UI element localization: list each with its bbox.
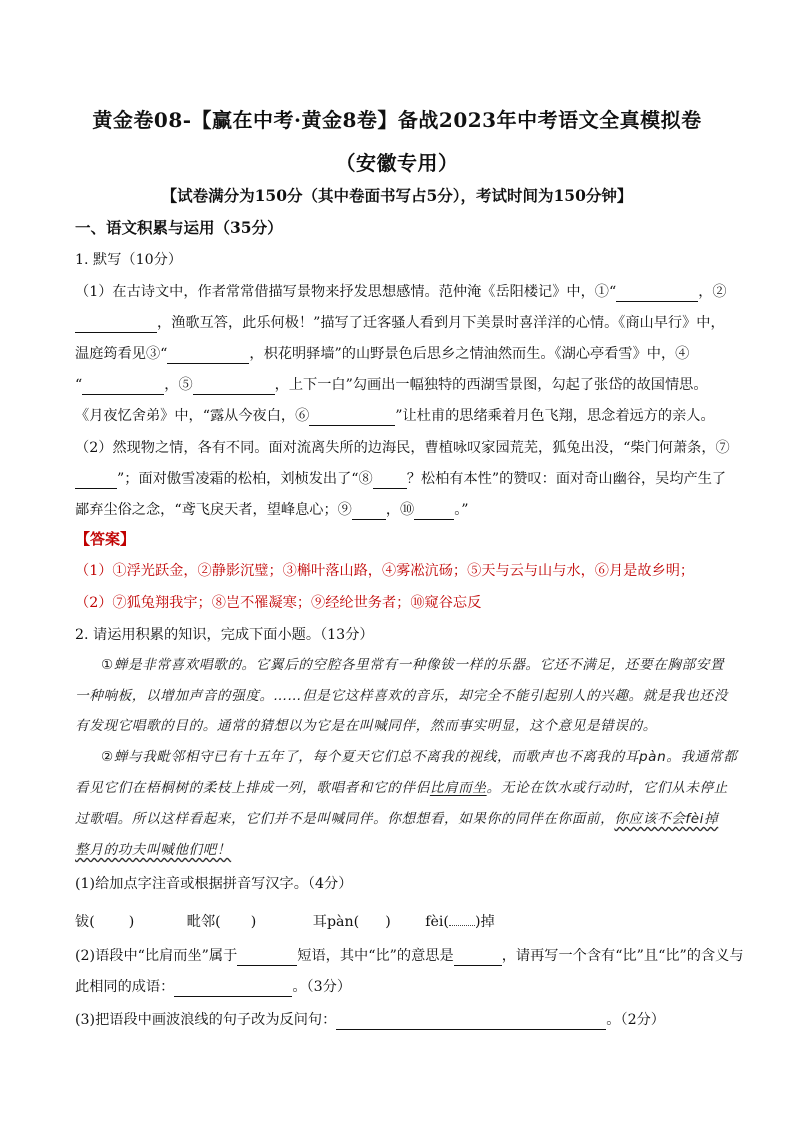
- q1-line-8: [75, 500, 735, 520]
- passage-text: 看见它们在梧桐树的柔枝上排成一列，歌唱者和它的伴侣: [75, 780, 430, 796]
- q1-line-2: [75, 313, 735, 333]
- passage-line: ②蝉与我毗邻相守已有十五年了，每个夏天它们总不离我的视线，而歌声也不离我的耳pàn。我通常都: [101, 749, 738, 765]
- passage-line: 一种响板，以增加声音的强度。……但是它这样喜欢的音乐，却完全不能引起别人的兴趣。就是我也还没: [75, 688, 728, 704]
- underlined-phrase: 比肩而坐: [429, 780, 487, 796]
- q1-line-5: [75, 406, 735, 426]
- q1-text: ，⑩: [385, 502, 415, 518]
- answer-line-1: （1）①浮光跃金，②静影沉璧；③槲叶落山路，④雾凇沆砀；⑤天与云与山与水，⑥月是故乡明；: [75, 563, 695, 579]
- wavy-underlined-sentence: 整月的功夫叫喊他们吧！: [75, 842, 232, 858]
- section-heading: 一、语文积累与运用（35分）: [75, 218, 283, 237]
- q2-sub1-label: (1)给加点字注音或根据拼音写汉字。（4分）: [75, 876, 353, 892]
- q2-sub2-text: (2)语段中“比肩而坐”属于: [75, 948, 238, 964]
- paper-title: 黄金卷08-【赢在中考·黄金8卷】备战2023年中考语文全真模拟卷: [92, 108, 702, 132]
- q1-text: ，渔歌互答，此乐何极！”描写了迁客骚人看到月下美景时喜洋洋的心情。《商山早行》中，: [157, 315, 725, 331]
- q1-text: 温庭筠看见③“: [75, 346, 168, 362]
- q2-sub3-text: 。（2分）: [606, 1012, 665, 1028]
- q1-line-7: [75, 469, 735, 489]
- pinyin-item: 耳pàn(: [312, 914, 360, 930]
- q2-sub2-text: 此相同的成语：: [75, 979, 175, 995]
- q1-text: ，上下一白”勾画出一幅独特的西湖雪景图，勾起了张岱的故国情思。: [274, 377, 708, 393]
- pinyin-item: ): [385, 914, 391, 930]
- answer-blank-3[interactable]: [167, 347, 249, 364]
- answer-blank-2[interactable]: [75, 316, 157, 333]
- q1-text: ”让杜甫的思绪乘着月色飞翔，思念着远方的亲人。: [395, 408, 715, 424]
- answer-blank-8[interactable]: [373, 472, 407, 489]
- q2-sub2-line-1: [75, 946, 744, 966]
- answer-blank-1[interactable]: [616, 285, 698, 302]
- answer-blank-9[interactable]: [352, 503, 386, 520]
- q2-sub2-line-2: [75, 977, 735, 997]
- paper-subtitle: （安徽专用）: [335, 151, 459, 175]
- q2-label: 2. 请运用积累的知识，完成下面小题。（13分）: [75, 627, 374, 643]
- q1-text: 《月夜忆舍弟》中，“露从今夜白，⑥: [75, 408, 310, 424]
- q2-sub2-text: 短语，其中“比”的意思是: [297, 948, 454, 964]
- answer-blank-7[interactable]: [75, 472, 117, 489]
- q1-text: （1）在古诗文中，作者常常借描写景物来抒发思想感情。范仲淹《岳阳楼记》中，①“: [75, 284, 617, 300]
- answer-line-2: （2）⑦狐兔翔我宇；⑧岂不罹凝寒；⑨经纶世务者；⑩窥谷忘反: [75, 595, 482, 611]
- wavy-underlined-sentence: 你应该不会fèi掉: [614, 811, 719, 827]
- answer-blank-pinyin-4[interactable]: [449, 911, 475, 926]
- q2-sub2-text: 。（3分）: [292, 979, 352, 995]
- q1-text: ，⑤: [164, 377, 193, 393]
- q1-text: 鄙弃尘俗之念，“鸢飞戾天者，望峰息心；⑨: [75, 502, 352, 518]
- q2-sub1-items: [75, 911, 735, 932]
- answer-blank-meaning[interactable]: [454, 949, 502, 966]
- pinyin-item: ): [250, 914, 257, 930]
- pinyin-item: ): [128, 914, 135, 930]
- q1-text: ，枳花明驿墙”的山野景色后思乡之情油然而生。《湖心亭看雪》中，④: [249, 346, 690, 362]
- q1-text: ”；面对傲雪凌霜的松柏，刘桢发出了“⑧: [117, 471, 373, 487]
- answer-blank-6[interactable]: [309, 409, 395, 426]
- q1-text: ？松柏有本性”的赞叹：面对奇山幽谷，吴均产生了: [406, 471, 727, 487]
- answer-blank-10[interactable]: [414, 503, 454, 520]
- q1-text: 。”: [454, 502, 469, 518]
- answer-blank-phrase-type[interactable]: [237, 949, 297, 966]
- q2-sub3-text: (3)把语段中画波浪线的句子改为反问句：: [75, 1012, 337, 1028]
- answer-blank-rhetorical[interactable]: [336, 1013, 606, 1030]
- passage-line: 有发现它唱歌的目的。通常的猜想以为它是在叫喊同伴，然而事实明显，这个意见是错误的。: [75, 718, 657, 734]
- q1-line-3: [75, 344, 735, 364]
- exam-info: 【试卷满分为150分（其中卷面书写占5分），考试时间为150分钟】: [161, 186, 633, 205]
- q2-sub2-text: ，请再写一个含有“比”且“比”的含义与: [501, 948, 744, 964]
- passage-line: [75, 809, 735, 829]
- q1-text: “: [75, 377, 83, 393]
- pinyin-item: 毗邻(: [186, 914, 221, 930]
- passage-line: ①蝉是非常喜欢唱歌的。它翼后的空腔各里常有一种像钹一样的乐器。它还不满足，还要在胸部安置: [101, 657, 725, 673]
- pinyin-item: 钹(: [75, 914, 95, 930]
- answer-blank-idiom[interactable]: [174, 980, 292, 997]
- pinyin-item: )掉: [474, 914, 495, 930]
- pinyin-item: fèi(: [425, 914, 449, 930]
- q1-text: ，②: [698, 284, 727, 300]
- passage-text: 。无论在饮水或行动时，它们从未停止: [486, 780, 728, 796]
- answer-blank-4[interactable]: [82, 378, 164, 395]
- q2-sub3-line: [75, 1010, 735, 1030]
- q1-line-4: [75, 375, 735, 395]
- passage-line: [75, 778, 735, 798]
- q1-text: （2）然现物之情，各有不同。面对流离失所的边海民，曹植咏叹家园荒芜，狐兔出没，“柴门何萧条，⑦: [75, 440, 730, 456]
- passage-line: [75, 840, 735, 860]
- answer-tag: 【答案】: [75, 530, 136, 548]
- q1-line-6: [75, 438, 735, 458]
- passage-text: 过歌唱。所以这样看起来，它们并不是叫喊同伴。你想想看，如果你的同伴在你面前，: [75, 811, 615, 827]
- q1-label: 1. 默写（10分）: [75, 252, 183, 268]
- q1-line-1: [75, 282, 735, 302]
- answer-blank-5[interactable]: [193, 378, 275, 395]
